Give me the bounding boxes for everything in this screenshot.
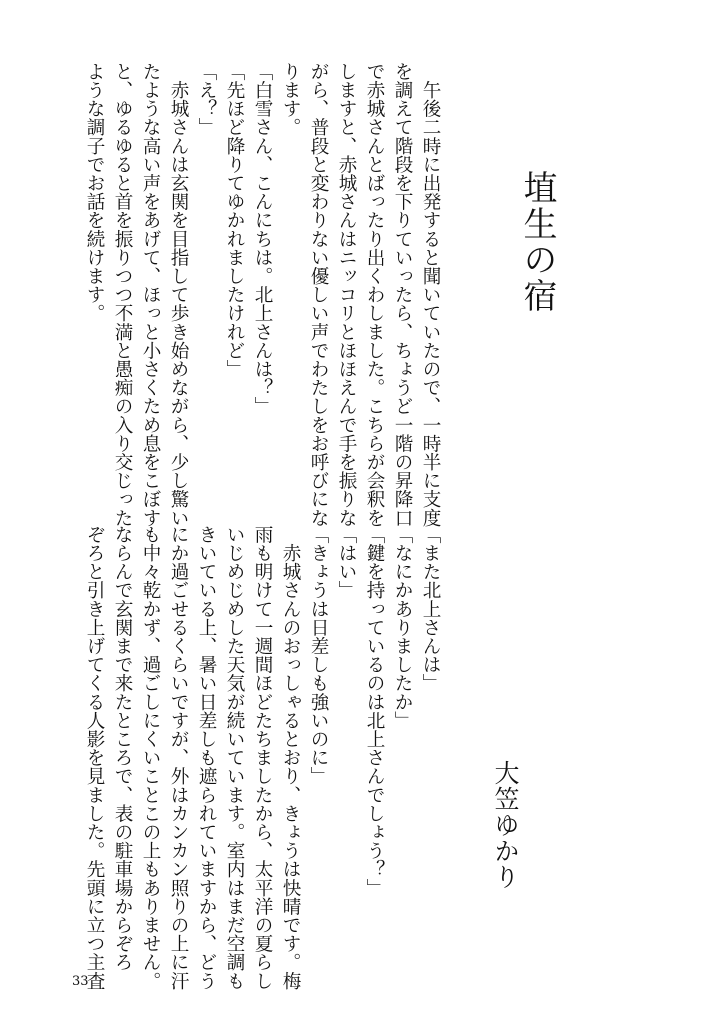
text-line: で赤城さんとばったり出くわしました。こちらが会釈を (364, 62, 385, 527)
text-line: しますと、赤城さんはニッコリとほほえんで手を振りな (336, 62, 357, 527)
text-line: 「なにかありましたか」 (392, 525, 413, 730)
text-line: ぞろと引き上げてくる人影を見ました。先頭に立つ主査 (84, 525, 105, 990)
text-line: 「きょうは日差しも強いのに」 (308, 525, 329, 786)
text-line: 「はい」 (336, 525, 357, 600)
text-line: 「鍵を持っているのは北上さんでしょう？」 (364, 525, 385, 897)
text-line: にか過ごせるくらいですが、外はカンカン照りの上に汗 (168, 525, 189, 990)
text-line: 午後二時に出発すると聞いていたので、一時半に支度 (420, 62, 441, 527)
text-line: 赤城さんのおっしゃるとおり、きょうは快晴です。梅 (280, 525, 301, 990)
text-line: 「また北上さんは」 (420, 525, 441, 693)
text-line: たような高い声をあげて、ほっと小さくため息をこぼす (140, 62, 161, 527)
text-line: ります。 (280, 62, 301, 137)
page-number: 33 (72, 974, 89, 989)
text-line: 赤城さんは玄関を目指して歩き始めながら、少し驚い (168, 62, 189, 527)
text-line: と、ゆるゆると首を振りつつ不満と愚痴の入り交じった (112, 62, 133, 527)
text-line: 「先ほど降りてゆかれましたけれど」 (224, 62, 245, 379)
text-line: 「白雪さん、こんにちは。北上さんは？」 (252, 62, 273, 416)
author-name: 大笠ゆかり (491, 760, 520, 890)
text-line: いじめじめした天気が続いています。室内はまだ空調も (224, 525, 245, 990)
text-line: を調えて階段を下りていったら、ちょうど一階の昇降口 (392, 62, 413, 527)
story-title: 埴生の宿 (517, 170, 557, 314)
text-line: も中々乾かず、過ごしにくいことこの上もありません。 (140, 525, 161, 990)
text-line: ような調子でお話を続けます。 (84, 62, 105, 323)
text-line: がら、普段と変わりない優しい声でわたしをお呼びにな (308, 62, 329, 527)
text-line: ならんで玄関まで来たところで、表の駐車場からぞろ (112, 525, 133, 972)
text-line: 雨も明けて一週間ほどたちましたから、太平洋の夏らし (252, 525, 273, 990)
text-line: 「え？」 (196, 62, 217, 137)
text-line: きいている上、暑い日差しも遮られていますから、どう (196, 525, 217, 990)
